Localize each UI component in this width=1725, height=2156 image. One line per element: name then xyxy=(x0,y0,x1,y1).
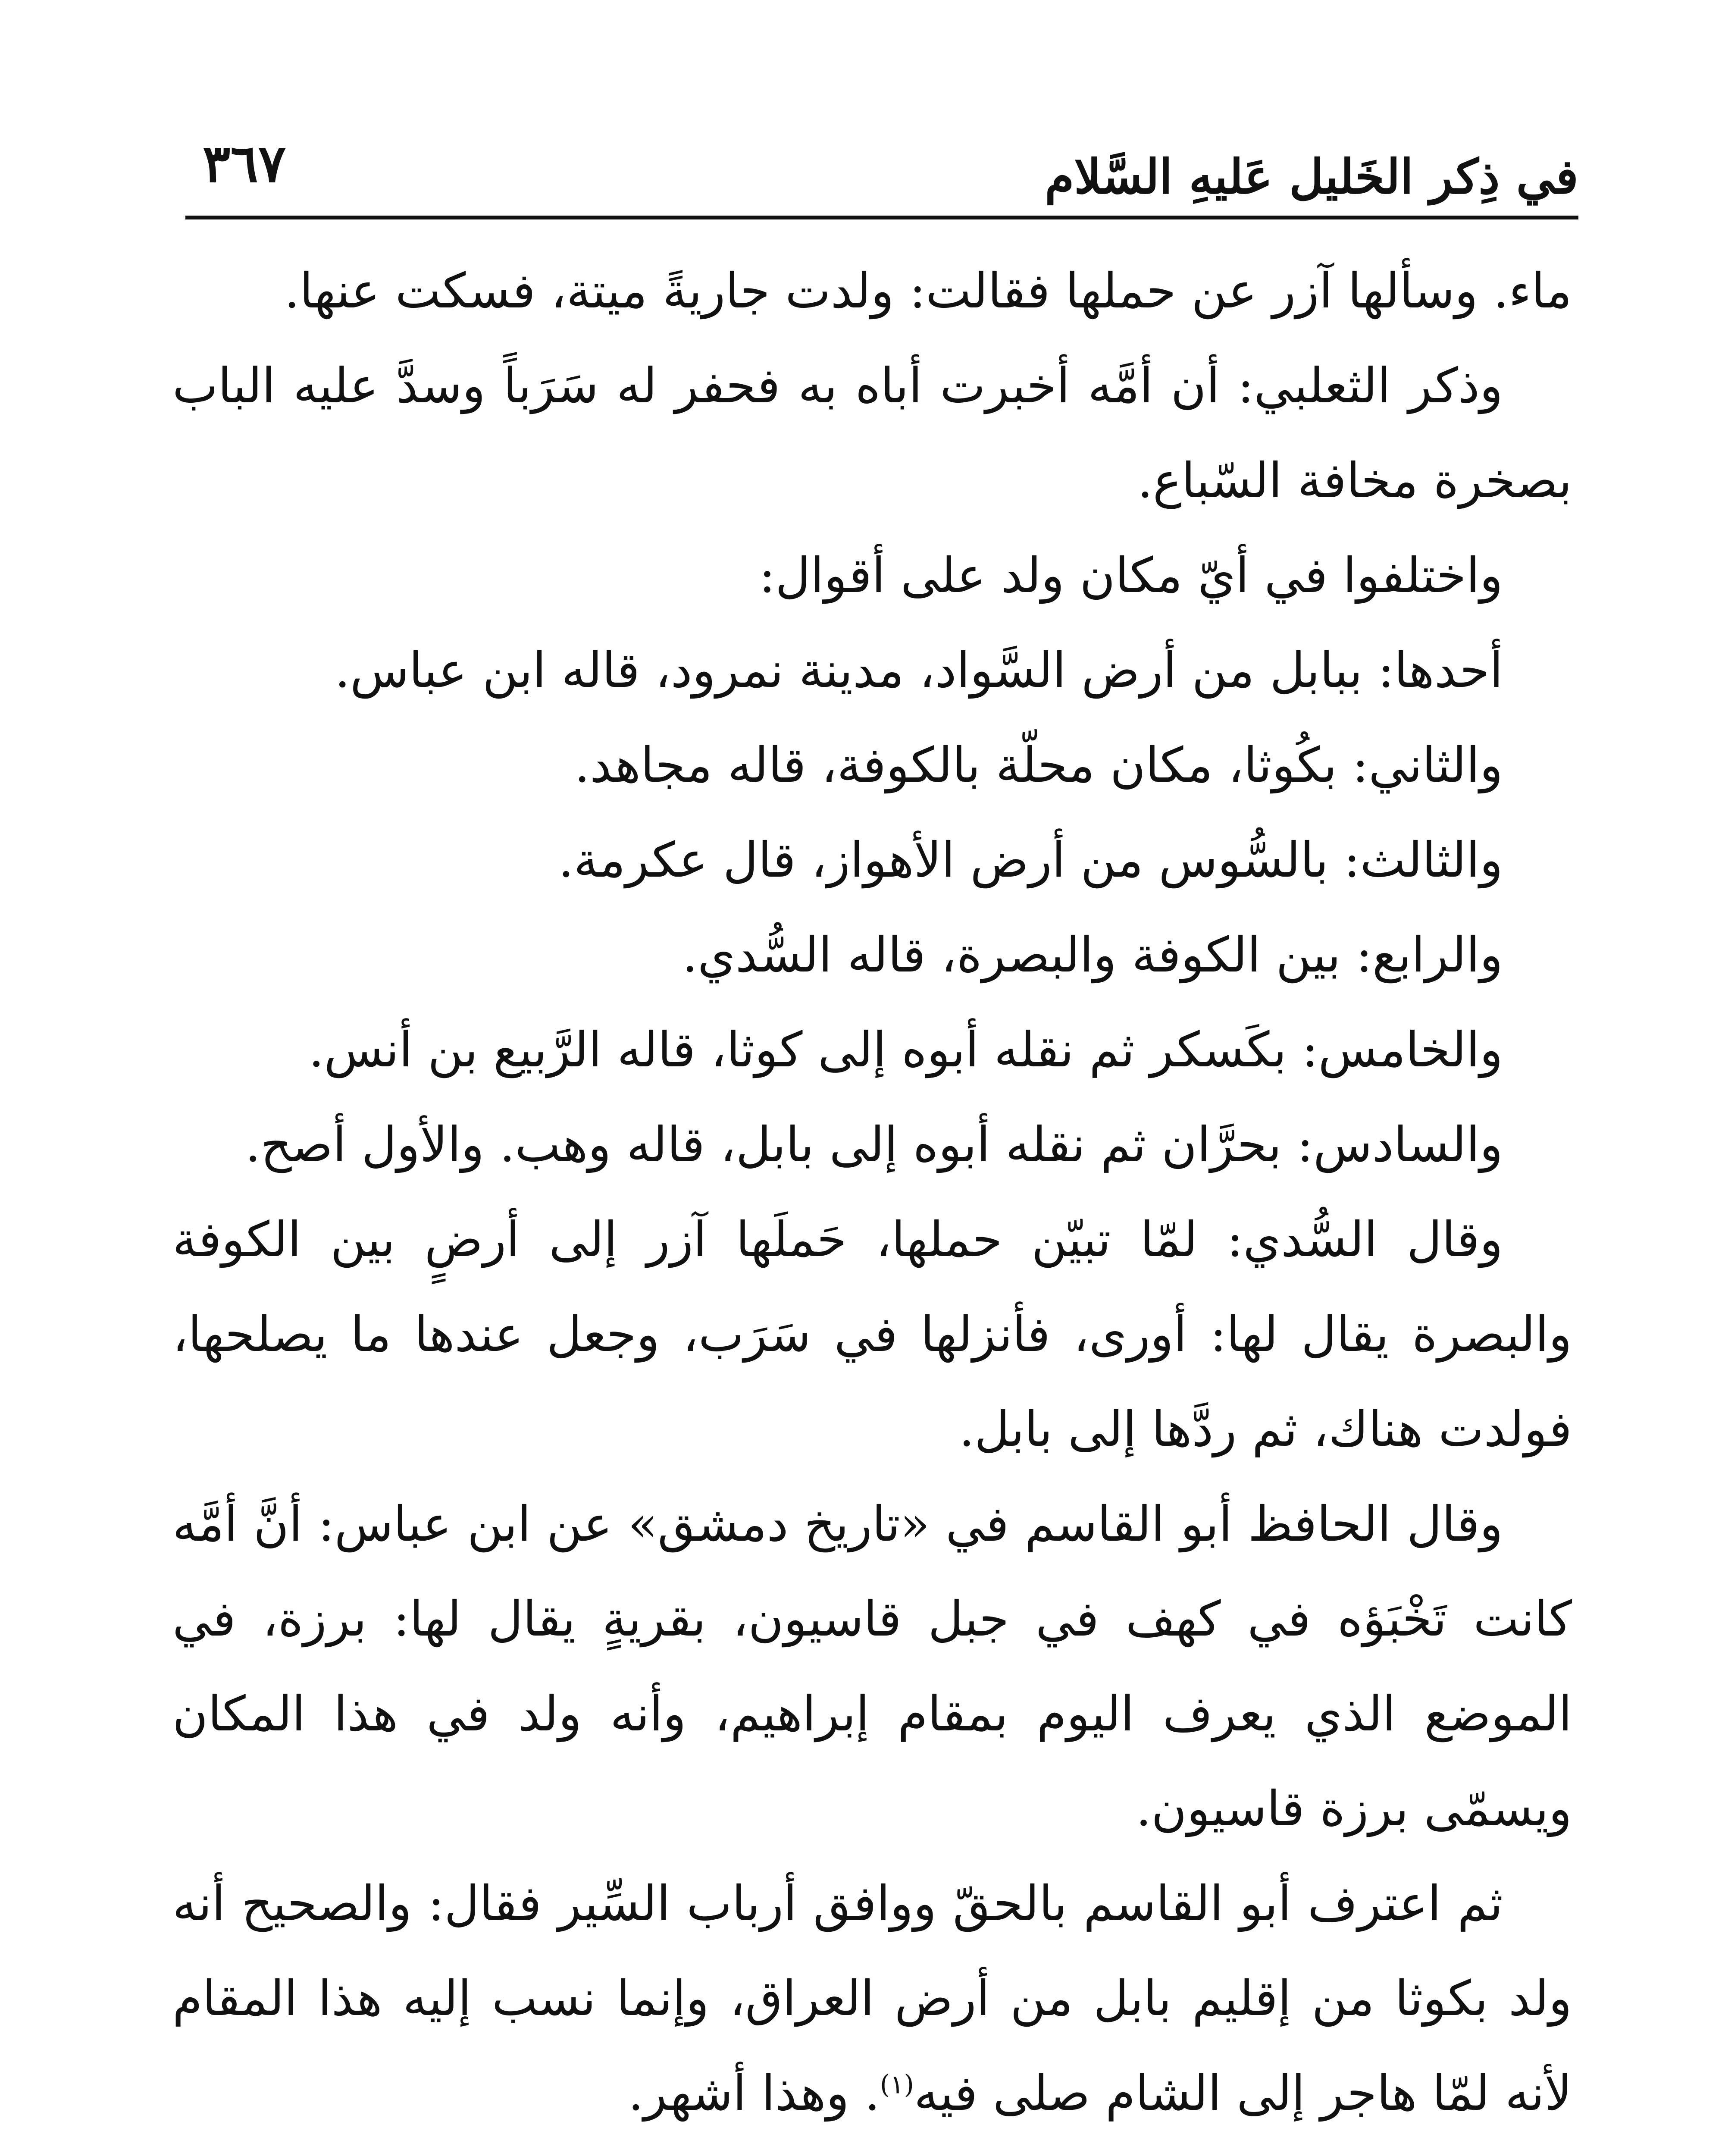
paragraph: والسادس: بحرَّان ثم نقله أبوه إلى بابل، قاله وهب. والأول أصح. xyxy=(245,1117,1503,1173)
paragraph: والرابع: بين الكوفة والبصرة، قاله السُّدي. xyxy=(682,927,1503,983)
body-text xyxy=(172,244,1572,2156)
paragraph-text: . وهذا أشهر. xyxy=(628,2065,880,2122)
header-title: في ذِكر الخَليل عَليهِ السَّلام xyxy=(1045,149,1578,204)
paragraph: والثاني: بكُوثا، مكان محلّة بالكوفة، قاله مجاهد. xyxy=(574,737,1503,793)
paragraph-text: ثم اعترف أبو القاسم بالحقّ ووافق أرباب السِّير فقال: والصحيح أنه ولد بكوثا من إقليم بابل من أرض العراق، وإنما نسب إليه هذا المقام لأنه لمّا هاجر إلى الشام صلى فيه xyxy=(172,1876,1572,2122)
paragraph: وقال السُّدي: لمّا تبيّن حملها، حَملَها آزر إلى أرضٍ بين الكوفة والبصرة يقال لها: أورى، فأنزلها في سَرَب، وجعل عندها ما يصلحها، فولدت هناك، ثم ردَّها إلى بابل. xyxy=(172,1212,1572,1457)
paragraph: والثالث: بالسُّوس من أرض الأهواز، قال عكرمة. xyxy=(558,832,1503,888)
paragraph: والخامس: بكَسكر ثم نقله أبوه إلى كوثا، قاله الرَّبيع بن أنس. xyxy=(308,1022,1503,1078)
paragraph xyxy=(172,1856,1572,2141)
page-number: ٣٦٧ xyxy=(203,133,286,194)
running-header xyxy=(185,129,1578,216)
paragraph: وذكر الثعلبي: أن أمَّه أخبرت أباه به فحفر له سَرَباً وسدَّ عليه الباب بصخرة مخافة السّباع. xyxy=(172,358,1572,509)
footnote-marker: (١) xyxy=(880,2069,914,2100)
paragraph: وقال الحافظ أبو القاسم في «تاريخ دمشق» عن ابن عباس: أنَّ أمَّه كانت تَخْبَؤه في كهف في جبل قاسيون، بقريةٍ يقال لها: برزة، في الموضع الذي يعرف اليوم بمقام إبراهيم، وأنه ولد في هذا المكان ويسمّى برزة قاسيون. xyxy=(172,1496,1572,1837)
paragraph: ماء. وسألها آزر عن حملها فقالت: ولدت جاريةً ميتة، فسكت عنها. xyxy=(284,263,1572,319)
paragraph: واختلفوا في أيّ مكان ولد على أقوال: xyxy=(759,548,1503,604)
paragraph: أحدها: ببابل من أرض السَّواد، مدينة نمرود، قاله ابن عباس. xyxy=(335,642,1503,699)
header-rule xyxy=(185,216,1578,219)
